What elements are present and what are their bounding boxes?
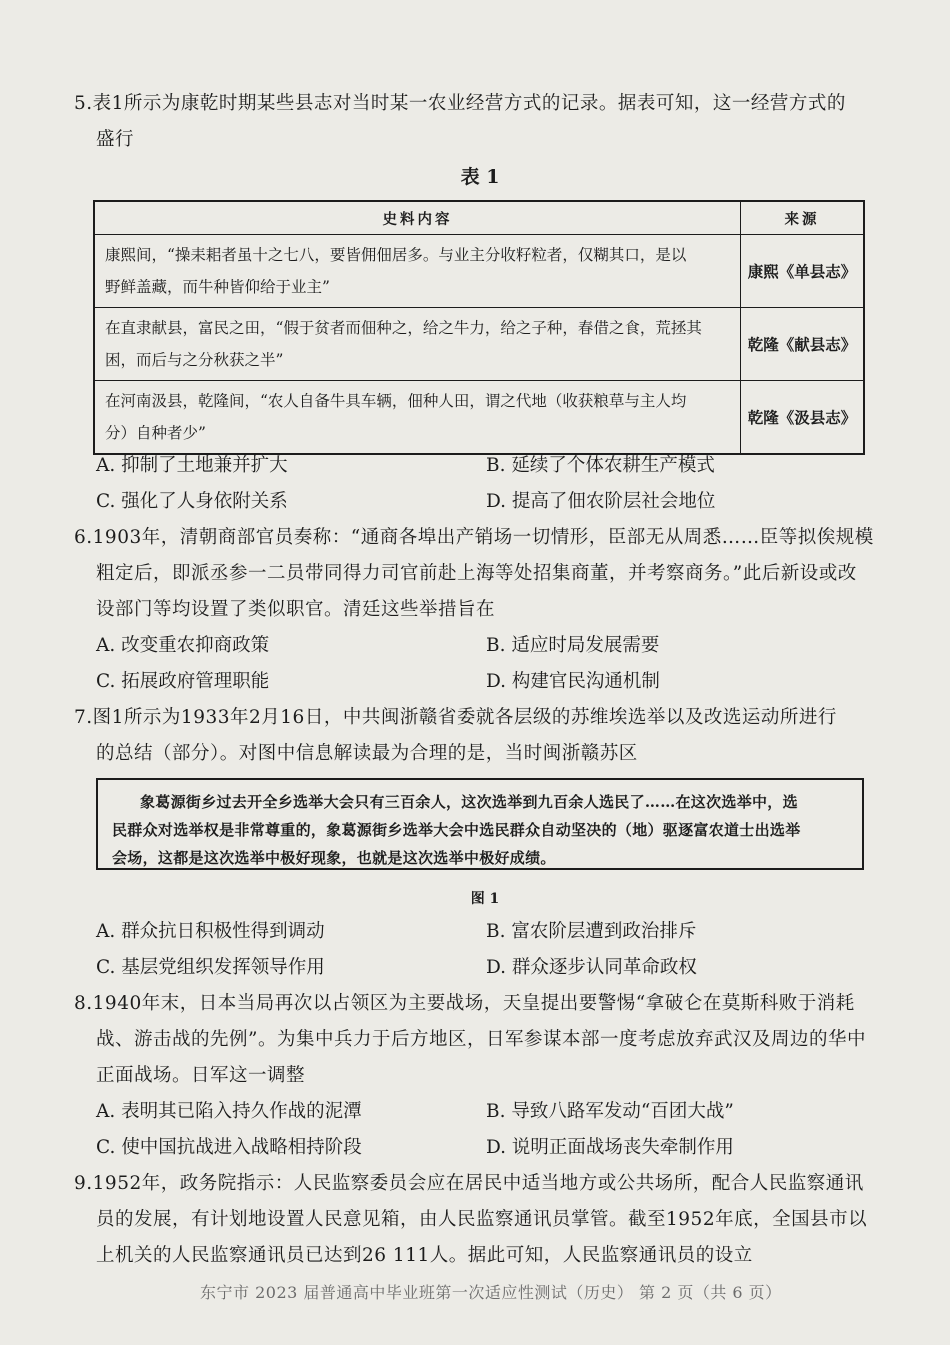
question-8-line-2: 战、游击战的先例”。为集中兵力于后方地区，日军参谋本部一度考虑放弃武汉及周边的华中	[96, 1029, 866, 1050]
option-a[interactable]: A. 改变重农抑商政策	[96, 635, 270, 656]
question-5-options	[96, 448, 876, 520]
figure-caption: 图 1	[470, 891, 500, 907]
table-header-content: 史料内容	[94, 201, 741, 235]
source-table	[93, 200, 865, 455]
table-cell-content	[94, 381, 741, 455]
table-cell-content	[94, 235, 741, 308]
option-c[interactable]: C. 强化了人身依附关系	[96, 491, 288, 512]
question-6-options	[96, 628, 876, 700]
option-b[interactable]: B. 延续了个体农耕生产模式	[486, 455, 715, 476]
table-cell-line: 康熙间，“操耒耜者虽十之七八，要皆佣佃居多。与业主分收籽粒者，仅糊其口，是以	[105, 246, 687, 264]
question-5-line-1: 5.表1所示为康乾时期某些县志对当时某一农业经营方式的记录。据表可知，这一经营方式的	[74, 93, 846, 114]
table-header-row	[94, 201, 864, 235]
table-caption: 表 1	[460, 166, 500, 188]
figure-1-quote	[96, 778, 864, 870]
option-d[interactable]: D. 构建官民沟通机制	[486, 671, 660, 692]
question-7-stem	[74, 700, 874, 772]
option-d[interactable]: D. 提高了佃农阶层社会地位	[486, 491, 716, 512]
question-8-line-3: 正面战场。日军这一调整	[96, 1065, 306, 1086]
option-c[interactable]: C. 使中国抗战进入战略相持阶段	[96, 1137, 362, 1158]
question-9-stem	[74, 1166, 874, 1274]
option-b[interactable]: B. 导致八路军发动“百团大战”	[486, 1101, 734, 1122]
option-b[interactable]: B. 富农阶层遭到政治排斥	[486, 921, 697, 942]
table-cell-line: 困，而后与之分秋获之半”	[105, 351, 284, 369]
question-6-line-3: 设部门等均设置了类似职官。清廷这些举措旨在	[96, 599, 496, 620]
table-cell-line: 分）自种者少”	[105, 424, 206, 442]
quote-line: 象葛源街乡过去开全乡选举大会只有三百余人，这次选举到九百余人选民了……在这次选举中，选	[140, 793, 798, 811]
question-5-stem	[74, 86, 874, 158]
table-cell-source: 乾隆《献县志》	[741, 308, 865, 381]
option-c[interactable]: C. 基层党组织发挥领导作用	[96, 957, 325, 978]
table-row	[94, 235, 864, 308]
option-a[interactable]: A. 表明其已陷入持久作战的泥潭	[96, 1101, 362, 1122]
option-d[interactable]: D. 群众逐步认同革命政权	[486, 957, 697, 978]
table-cell-line: 在直隶献县，富民之田，“假于贫者而佃种之，给之牛力，给之子种，春借之食，荒拯其	[105, 319, 702, 337]
option-d[interactable]: D. 说明正面战场丧失牵制作用	[486, 1137, 734, 1158]
option-b[interactable]: B. 适应时局发展需要	[486, 635, 660, 656]
table-row	[94, 308, 864, 381]
question-8-options	[96, 1094, 876, 1166]
table-cell-source: 康熙《单县志》	[741, 235, 865, 308]
question-9-line-2: 员的发展，有计划地设置人民意见箱，由人民监察通讯员掌管。截至1952年底，全国县市以	[96, 1209, 868, 1230]
option-a[interactable]: A. 群众抗日积极性得到调动	[96, 921, 325, 942]
question-8-stem	[74, 986, 874, 1094]
question-5-line-2: 盛行	[96, 129, 135, 150]
table-header-source: 来源	[741, 201, 865, 235]
quote-line: 会场，这都是这次选举中极好现象，也就是这次选举中极好成绩。	[112, 849, 556, 867]
table-cell-source: 乾隆《汲县志》	[741, 381, 865, 455]
question-7-options	[96, 914, 876, 986]
question-8-line-1: 8.1940年末，日本当局再次以占领区为主要战场，天皇提出要警惕“拿破仑在莫斯科败于消耗	[74, 993, 855, 1014]
question-6-line-2: 粗定后，即派丞参一二员带同得力司官前赴上海等处招集商董，并考察商务。”此后新设或改	[96, 563, 857, 584]
table-cell-content	[94, 308, 741, 381]
question-9-line-1: 9.1952年，政务院指示：人民监察委员会应在居民中适当地方或公共场所，配合人民监察通讯	[74, 1173, 864, 1194]
question-7-line-2: 的总结（部分）。对图中信息解读最为合理的是，当时闽浙赣苏区	[96, 743, 638, 764]
question-6-stem	[74, 520, 874, 628]
question-9-line-3: 上机关的人民监察通讯员已达到26 111人。据此可知，人民监察通讯员的设立	[96, 1245, 753, 1266]
option-c[interactable]: C. 拓展政府管理职能	[96, 671, 270, 692]
quote-line: 民群众对选举权是非常尊重的，象葛源街乡选举大会中选民群众自动坚决的（地）驱逐富农道士出选举	[112, 821, 801, 839]
table-cell-line: 野鲜盖藏，而牛种皆仰给于业主”	[105, 278, 330, 296]
table-cell-line: 在河南汲县，乾隆间，“农人自备牛具车辆，佃种人田，谓之代地（收获粮草与主人均	[105, 392, 687, 410]
page-footer: 东宁市 2023 届普通高中毕业班第一次适应性测试（历史） 第 2 页（共 6 页）	[200, 1283, 782, 1302]
option-a[interactable]: A. 抑制了土地兼并扩大	[96, 455, 288, 476]
question-6-line-1: 6.1903年，清朝商部官员奏称：“通商各埠出产销场一切情形，臣部无从周悉……臣等拟俟规模	[74, 527, 874, 548]
table-row	[94, 381, 864, 455]
question-7-line-1: 7.图1所示为1933年2月16日，中共闽浙赣省委就各层级的苏维埃选举以及改选运动所进行	[74, 707, 837, 728]
